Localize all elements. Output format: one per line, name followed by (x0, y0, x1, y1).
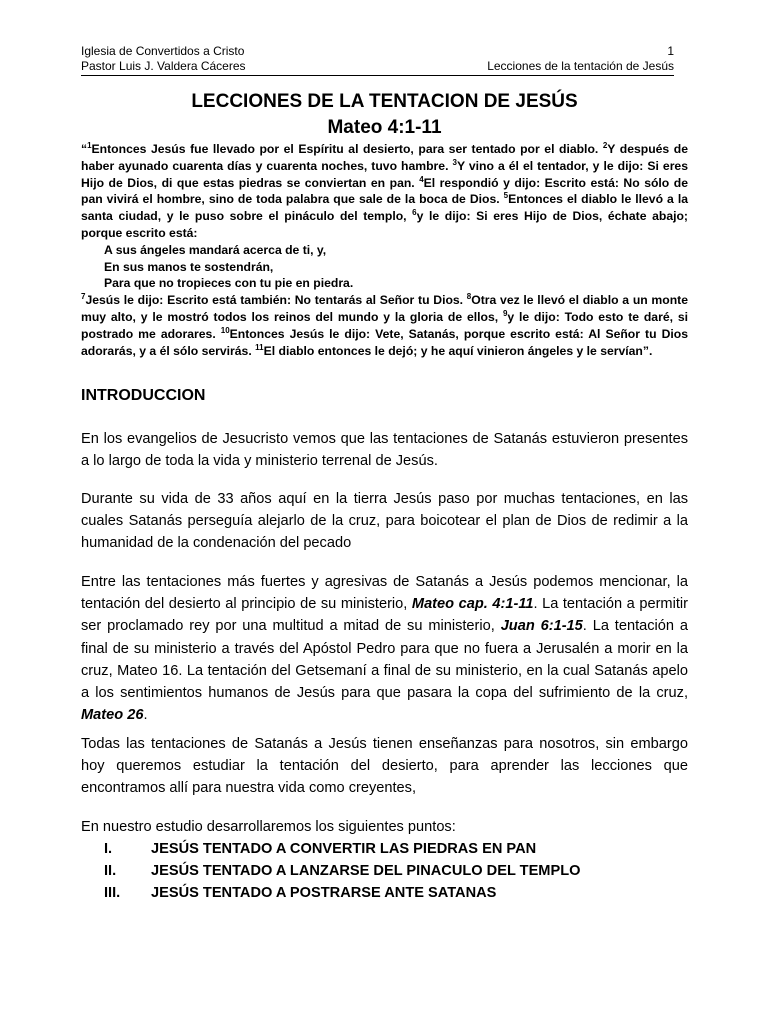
bible-reference: Mateo 26 (81, 707, 144, 724)
intro-paragraph-4: Todas las tentaciones de Satanás a Jesús tienen enseñanzas para nosotros, sin embargo hoy queremos estudiar la tentación del desierto, para aprender las lecciones que encontramos allí para nuestra vida como creyentes, (81, 736, 688, 797)
point-text: JESÚS TENTADO A POSTRARSE ANTE SATANAS (151, 885, 497, 902)
bible-reference: Mateo cap. 4:1-11 (411, 596, 534, 613)
verse-number: 3 (452, 157, 457, 167)
point-text: JESÚS TENTADO A CONVERTIR LAS PIEDRAS EN PAN (151, 841, 537, 857)
header-row-top (81, 44, 674, 59)
document-title: LECCIONES DE LA TENTACION DE JESÚS (191, 91, 578, 112)
paragraph-text: . La tentación a permitir ser proclamado rey por una multitud a mitad de su ministerio, (81, 596, 688, 635)
intro-paragraph-1: En los evangelios de Jesucristo vemos que las tentaciones de Satanás estuvieron presentes a lo largo de toda la vida y ministerio terrenal de Jesús. (81, 431, 688, 470)
verse-number: 10 (220, 325, 230, 335)
point-text: JESÚS TENTADO A LANZARSE DEL PINACULO DEL TEMPLO (151, 863, 581, 880)
verse-number: 11 (255, 342, 264, 352)
intro-paragraph-2: Durante su vida de 33 años aquí en la tierra Jesús paso por muchas tentaciones, en las cuales Satanás perseguía alejarlo de la cruz, para boicotear el plan de Dios de redimir a la humanidad de la condenación del pecado (81, 491, 688, 552)
intro-paragraph-5: En nuestro estudio desarrollaremos los siguientes puntos: (81, 819, 456, 835)
scripture-paragraph-1 (81, 141, 688, 242)
intro-heading: INTRODUCCION (81, 387, 206, 404)
verse-number: 4 (419, 174, 424, 184)
verse-text: El respondió y dijo: Escrito está: No sólo de pan vivirá el hombre, sino de toda palabra que sale de la boca de Dios. (81, 175, 688, 207)
verse-text: Entonces Jesús fue llevado por el Espíritu al desierto, para ser tentado por el diablo. (91, 142, 603, 156)
study-point (104, 838, 580, 860)
intro-paragraph-3 (81, 571, 688, 726)
point-number: III. (104, 885, 121, 902)
header-pastor: Pastor Luis J. Valdera Cáceres (81, 59, 246, 73)
verse-text: Entonces Jesús le dijo: Vete, Satanás, porque escrito está: Al Señor tu Dios adorarás, y a él sólo servirás. (81, 326, 688, 358)
verse-text: Jesús le dijo: Escrito está también: No tentarás al Señor tu Dios. (85, 293, 467, 308)
study-point (104, 882, 580, 904)
page-header (81, 44, 674, 76)
header-row-bottom (81, 59, 674, 76)
scripture-paragraph-2 (81, 292, 688, 359)
paragraph-text: . La tentación a final de su ministerio a través del Apóstol Pedro para que no fuera a Jerusalén a morir en la cruz, Mateo 16. La tentación del Getsemaní a final de su ministerio, en la cual Satanás apelo a los sentimientos humanos de Jesús para que pasara la copa del sufrimiento de la cruz, (81, 618, 688, 702)
verse-text: y le dijo: Todo esto te daré, si postrado me adorares. (81, 309, 688, 341)
verse-number: 1 (87, 140, 92, 150)
verse-number: 7 (81, 292, 86, 302)
paragraph-text: Entre las tentaciones más fuertes y agresivas de Satanás a Jesús podemos mencionar, la tentación del desierto al principio de su ministerio, (81, 574, 688, 613)
paragraph-text: . (143, 707, 148, 724)
bible-reference: Juan 6:1-15 (500, 618, 583, 635)
header-topic: Lecciones de la tentación de Jesús (487, 59, 674, 73)
scripture-passage (81, 141, 688, 359)
header-org: Iglesia de Convertidos a Cristo (81, 44, 245, 58)
verse-text: y le dijo: Si eres Hijo de Dios, échate abajo; porque escrito está: (81, 209, 688, 240)
scripture-quote-line: Para que no tropieces con tu pie en piedra. (104, 276, 354, 291)
verse-number: 9 (502, 308, 508, 318)
study-points-list (104, 838, 580, 905)
verse-text: Otra vez le llevó el diablo a un monte muy alto, y le mostró todos los reinos del mundo y la gloria de ellos, (81, 293, 688, 324)
point-number: I. (104, 841, 113, 857)
point-number: II. (104, 863, 117, 880)
verse-number: 6 (412, 208, 417, 218)
document-subtitle: Mateo 4:1-11 (327, 117, 442, 138)
open-quote: “ (81, 142, 88, 156)
verse-text: Y vino a él el tentador, y le dijo: Si eres Hijo de Dios, di que estas piedras se conviertan en pan. (81, 158, 688, 190)
verse-number: 5 (503, 191, 509, 201)
study-point (104, 860, 580, 882)
verse-text: Entonces el diablo le llevó a la santa ciudad, y le puso sobre el pináculo del templo, (81, 192, 688, 224)
page-number: 1 (667, 44, 674, 58)
verse-text: El diablo entonces le dejó; y he aquí vinieron ángeles y le servían”. (263, 343, 653, 358)
scripture-quote-line: En sus manos te sostendrán, (104, 259, 274, 274)
verse-number: 8 (466, 292, 472, 302)
verse-text: Y después de haber ayunado cuarenta días y cuarenta noches, tuvo hambre. (81, 142, 688, 173)
scripture-quote-line: A sus ángeles mandará acerca de ti, y, (104, 242, 327, 257)
verse-number: 2 (602, 140, 608, 150)
